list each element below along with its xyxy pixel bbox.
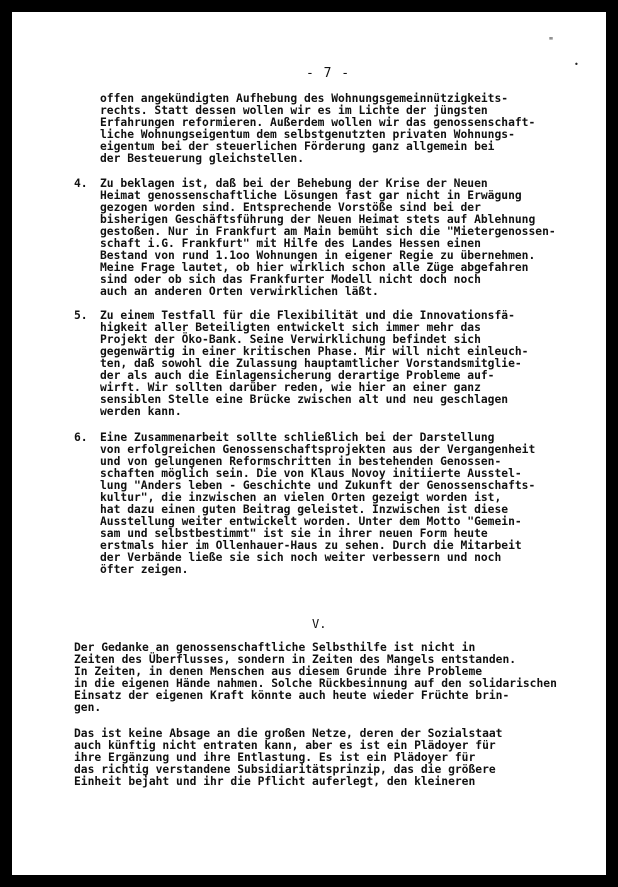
text-line: liche Wohnungseigentum dem selbstgenutzten privaten Wohnungs- <box>100 128 515 141</box>
text-line: werden kann. <box>100 405 182 418</box>
text-line: higkeit aller Beteiligten entwickelt sich immer mehr das <box>100 321 481 334</box>
item-number: 5. <box>74 309 88 322</box>
document-page <box>12 12 606 875</box>
text-line: gen. <box>74 701 102 714</box>
item-number: 6. <box>74 431 88 444</box>
page-number: - 7 - <box>306 66 351 81</box>
text-line: Meine Frage lautet, ob hier wirklich schon alle Züge abgefahren <box>100 261 529 274</box>
text-line: offen angekündigten Aufhebung des Wohnungsgemeinnützigkeits- <box>100 92 509 105</box>
text-line: lung "Anders leben - Geschichte und Zukunft der Genossenschafts- <box>100 479 536 492</box>
text-line: Einheit bejaht und ihr die Pflicht auferlegt, den kleineren <box>74 775 476 788</box>
text-line: Bestand von rund 1.1oo Wohnungen in eigener Regie zu übernehmen. <box>100 249 536 262</box>
text-line: in die eigenen Hände nahmen. Solche Rückbesinnung auf den solidarischen <box>74 677 557 690</box>
section-heading: V. <box>312 617 327 631</box>
text-line: Zu beklagen ist, daß bei der Behebung der Krise der Neuen <box>100 177 488 190</box>
text-line: ten, daß sowohl die Zulassung hauptamtlicher Vorstandsmitglie- <box>100 357 522 370</box>
text-line: öfter zeigen. <box>100 563 189 576</box>
text-line: sind oder ob sich das Frankfurter Modell nicht doch noch <box>100 273 481 286</box>
text-line: Erfahrungen reformieren. Außerdem wollen wir das genossenschaft- <box>100 116 536 129</box>
text-line: gezogen worden sind. Entsprechende Vorstöße sind bei der <box>100 201 481 214</box>
text-line: bisherigen Geschäftsführung der Neuen Heimat stets auf Ablehnung <box>100 213 536 226</box>
text-line: kultur", die inzwischen an vielen Orten gezeigt worden ist, <box>100 491 502 504</box>
text-line: hat dazu einen guten Beitrag geleistet. Inzwischen ist diese <box>100 503 509 516</box>
text-line: der Verbände ließe sie sich noch weiter verbessern und noch <box>100 551 502 564</box>
text-line: der Besteuerung gleichstellen. <box>100 152 305 165</box>
text-line: gegenwärtig in einer kritischen Phase. Mir will nicht einleuch- <box>100 345 529 358</box>
text-line: Einsatz der eigenen Kraft könnte auch heute wieder Früchte brin- <box>74 689 510 702</box>
text-line: erstmals hier im Ollenhauer-Haus zu sehen. Durch die Mitarbeit <box>100 539 522 552</box>
item-number: 4. <box>74 177 88 190</box>
scan-mark-quote: " <box>548 36 555 47</box>
text-line: gestoßen. Nur in Frankfurt am Main bemüht sich die "Mietergenossen- <box>100 225 556 238</box>
text-line: sam und selbstbestimmt" ist sie in ihrer neuen Form heute <box>100 527 488 540</box>
text-line: Heimat genossenschaftliche Lösungen fast gar nicht in Erwägung <box>100 189 522 202</box>
text-line: von erfolgreichen Genossenschaftsprojekten aus der Vergangenheit <box>100 443 536 456</box>
text-line: und von gelungenen Reformschritten in bestehenden Genossen- <box>100 455 502 468</box>
text-line: ihre Ergänzung und ihre Entlastung. Es ist ein Plädoyer für <box>74 751 476 764</box>
text-line: Projekt der Öko-Bank. Seine Verwirklichung befindet sich <box>100 333 481 346</box>
scan-mark-dot: • <box>574 60 579 69</box>
text-line: Das ist keine Absage an die großen Netze, deren der Sozialstaat <box>74 727 503 740</box>
text-line: eigentum bei der steuerlichen Förderung ganz allgemein bei <box>100 140 495 153</box>
text-line: auch künftig nicht entraten kann, aber es ist ein Plädoyer für <box>74 739 496 752</box>
text-line: der als auch die Einlagensicherung derartige Probleme auf- <box>100 369 495 382</box>
text-line: Zu einem Testfall für die Flexibilität und die Innovationsfä- <box>100 309 515 322</box>
text-line: rechts. Statt dessen wollen wir es im Lichte der jüngsten <box>100 104 488 117</box>
text-line: Zeiten des Überflusses, sondern in Zeiten des Mangels entstanden. <box>74 653 517 666</box>
text-line: Der Gedanke an genossenschaftliche Selbsthilfe ist nicht in <box>74 641 476 654</box>
text-line: wirft. Wir sollten darüber reden, wie hier an einer ganz <box>100 381 481 394</box>
text-line: Ausstellung weiter entwickelt worden. Unter dem Motto "Gemein- <box>100 515 522 528</box>
text-line: schaft i.G. Frankfurt" mit Hilfe des Landes Hessen einen <box>100 237 481 250</box>
text-line: das richtig verstandene Subsidiaritätsprinzip, das die größere <box>74 763 496 776</box>
text-line: Eine Zusammenarbeit sollte schließlich bei der Darstellung <box>100 431 495 444</box>
text-line: auch an anderen Orten verwirklichen läßt. <box>100 285 379 298</box>
text-line: sensiblen Stelle eine Brücke zwischen alt und neu geschlagen <box>100 393 509 406</box>
text-line: schaften möglich sein. Die von Klaus Novoy initiierte Ausstel- <box>100 467 522 480</box>
text-line: In Zeiten, in denen Menschen aus diesem Grunde ihre Probleme <box>74 665 483 678</box>
